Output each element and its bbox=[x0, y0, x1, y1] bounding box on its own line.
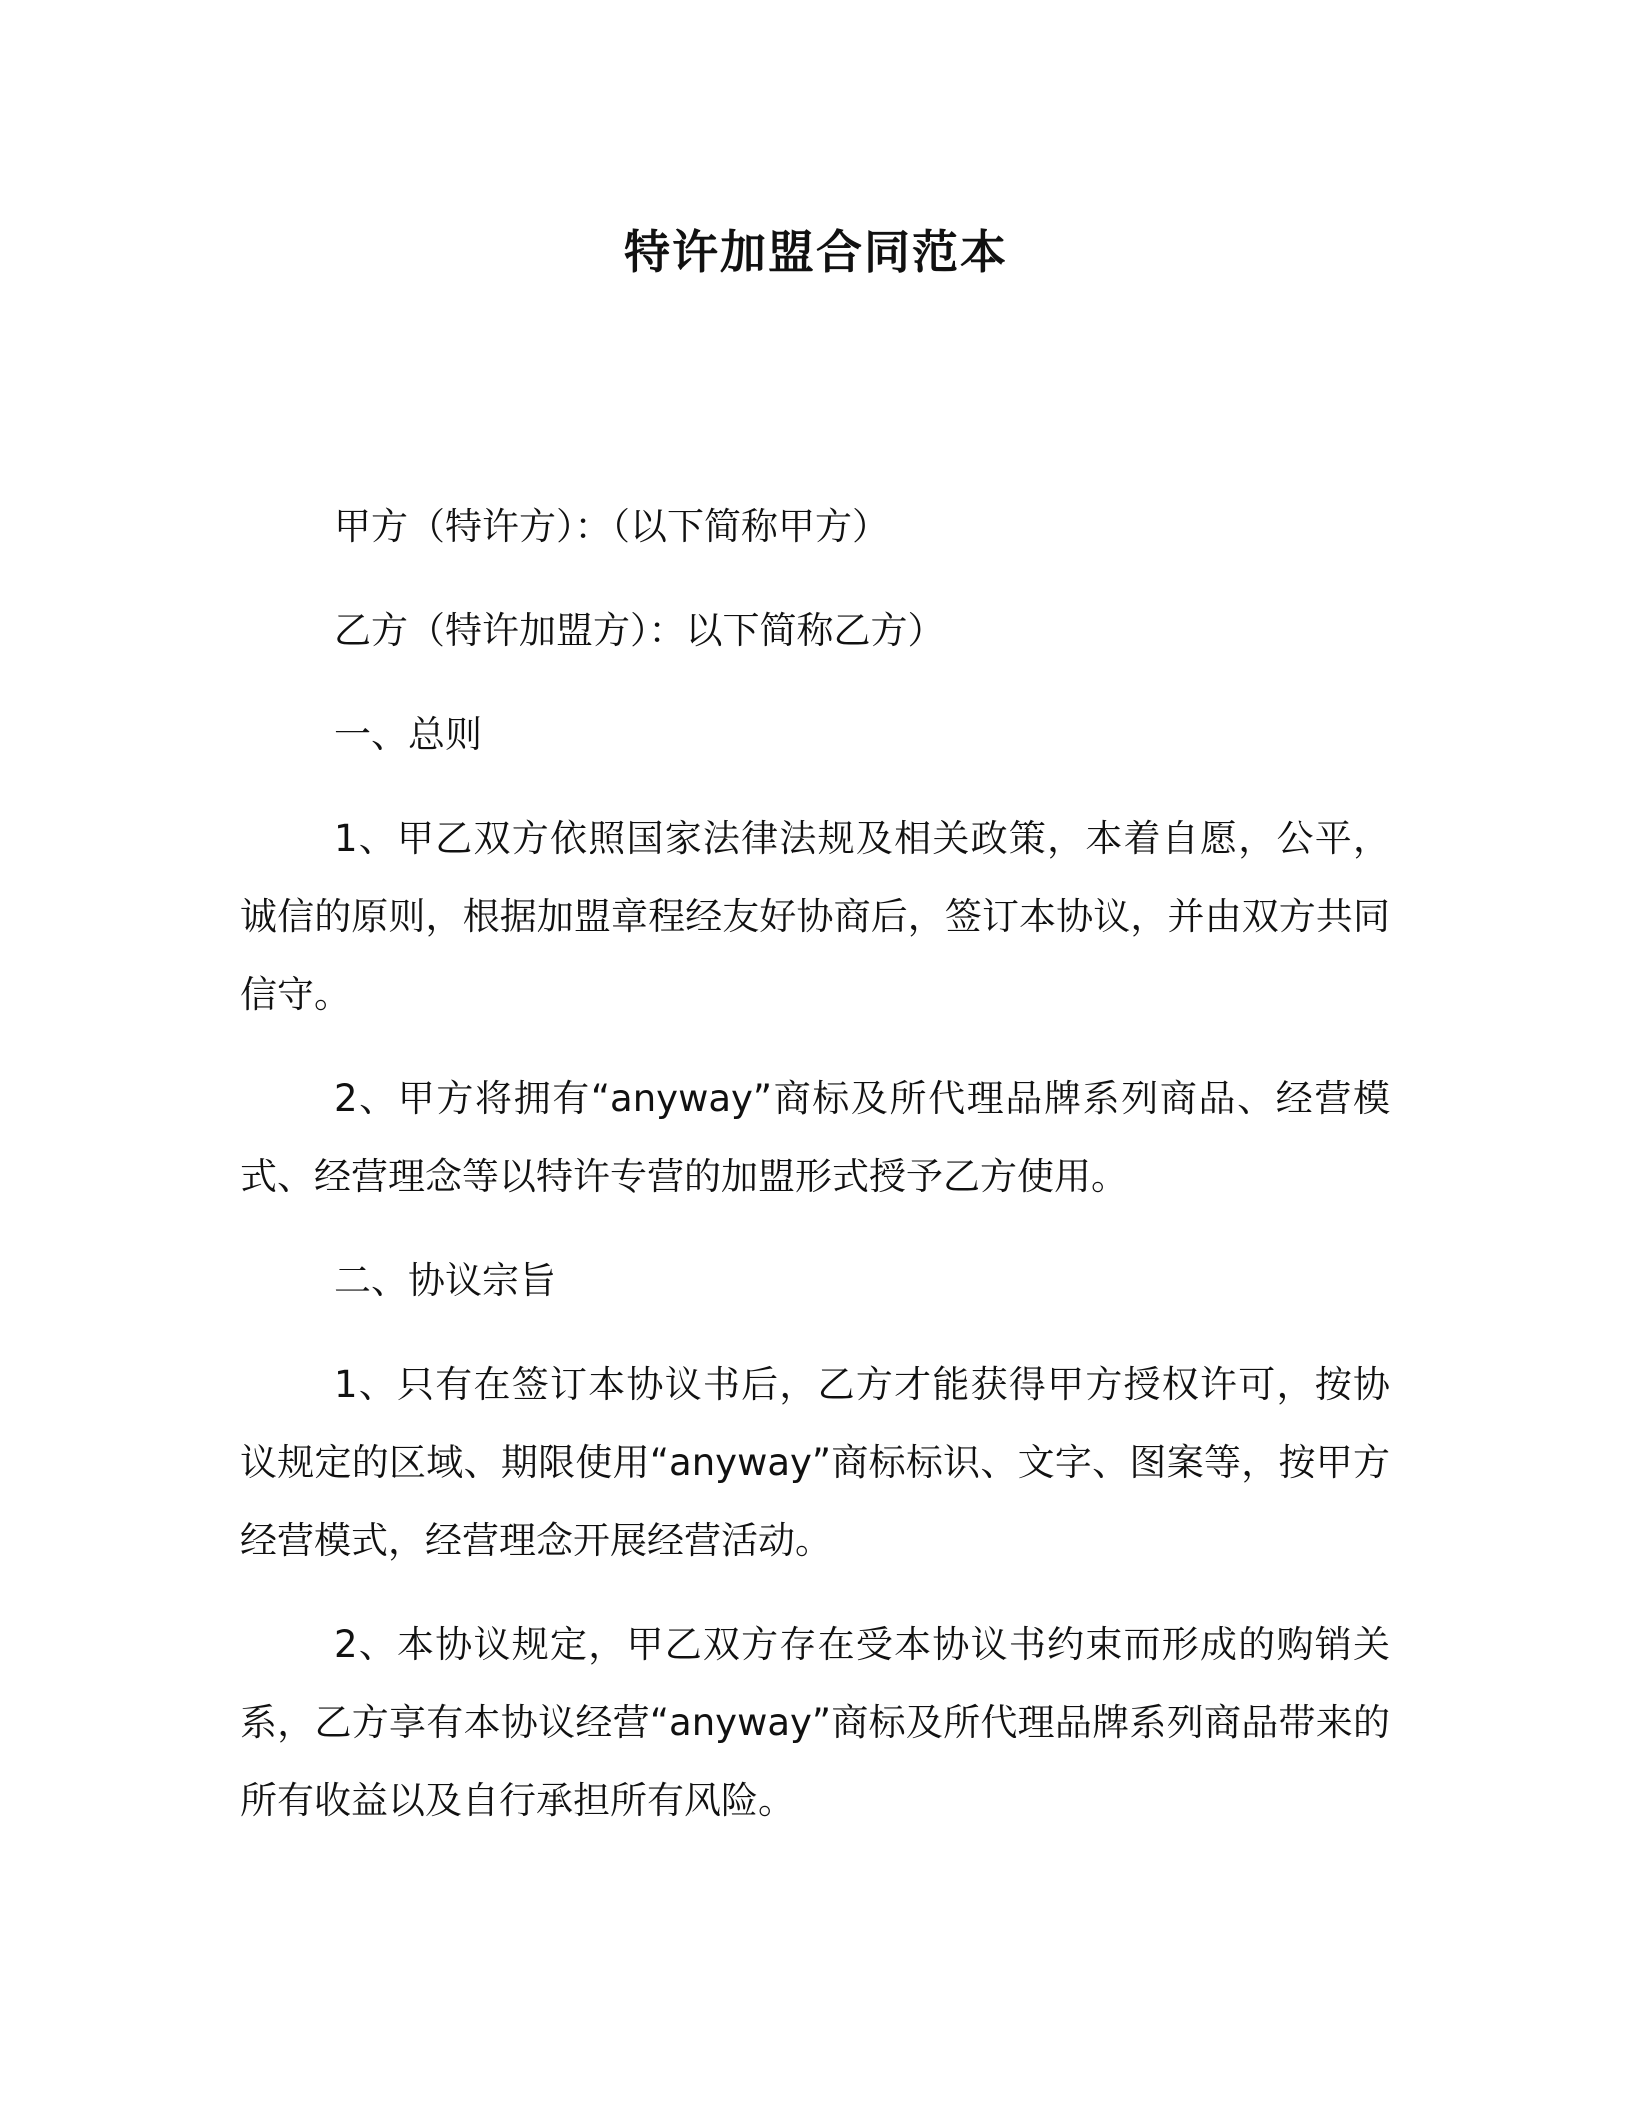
purpose-clause-1: 1、只有在签订本协议书后，乙方才能获得甲方授权许可，按协议规定的区域、期限使用“anyway”商标标识、文字、图案等，按甲方经营模式，经营理念开展经营活动。 bbox=[240, 1363, 1390, 1562]
document-body bbox=[240, 488, 1390, 1866]
purpose-clause-2: 2、本协议规定，甲乙双方存在受本协议书约束而形成的购销关系，乙方享有本协议经营“anyway”商标及所代理品牌系列商品带来的所有收益以及自行承担所有风险。 bbox=[240, 1623, 1390, 1822]
party-a-line: 甲方（特许方）：（以下简称甲方） bbox=[334, 505, 889, 548]
document-title: 特许加盟合同范本 bbox=[624, 225, 1008, 279]
general-clause-2: 2、甲方将拥有“anyway”商标及所代理品牌系列商品、经营模式、经营理念等以特许专营的加盟形式授予乙方使用。 bbox=[240, 1077, 1390, 1198]
section-heading-purpose: 二、协议宗旨 bbox=[334, 1259, 556, 1302]
general-clause-1: 1、甲乙双方依照国家法律法规及相关政策，本着自愿，公平，诚信的原则，根据加盟章程经友好协商后，签订本协议，并由双方共同信守。 bbox=[240, 817, 1390, 1016]
party-b-line: 乙方（特许加盟方）：以下简称乙方） bbox=[334, 609, 945, 652]
section-heading-general: 一、总则 bbox=[334, 713, 482, 756]
